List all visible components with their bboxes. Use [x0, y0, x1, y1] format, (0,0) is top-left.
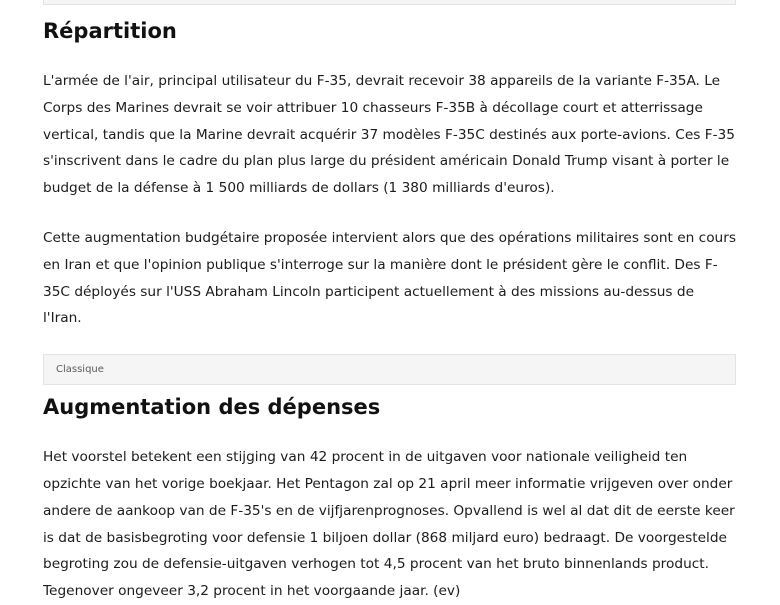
- article-body: [43, 0, 736, 605]
- category-label: Classique: [56, 364, 104, 376]
- paragraph-augmentation-1: Het voorstel betekent een stijging van 42 procent in de uitgaven voor nationale veiligheid ten opzichte van het vorige boekjaar. Het Pentagon zal op 21 april meer informatie vrijgeven over onder andere de aankoop van de F-35's en de vijfjarenprognoses. Opvallend is wel al dat dit de eerste keer is dat de basisbegroting voor defensie 1 biljoen dollar (868 miljard euro) bedraagt. De voorgestelde begroting zou de defensie-uitgaven verhogen tot 4,5 procent van het bruto binnenlands product. Tegenover ongeveer 3,2 procent in het voorgaande jaar. (ev): [43, 449, 735, 600]
- paragraph-repartition-2: Cette augmentation budgétaire proposée intervient alors que des opérations militaires sont en cours en Iran et que l'opinion publique s'interroge sur la manière dont le président gère le conflit. Des F-35C déployés sur l'USS Abraham Lincoln participent actuellement à des missions au-dessus de l'Iran.: [43, 229, 736, 327]
- category-label-box: [43, 354, 736, 385]
- top-box-edge: [43, 0, 736, 5]
- paragraph-repartition-1: L'armée de l'air, principal utilisateur du F-35, devrait recevoir 38 appareils de la variante F-35A. Le Corps des Marines devrait se voir attribuer 10 chasseurs F-35B à décollage court et atterrissage vertical, tandis que la Marine devrait acquérir 37 modèles F-35C destinés aux porte-avions. Ces F-35 s'inscrivent dans le cadre du plan plus large du président américain Donald Trump visant à porter le budget de la défense à 1 500 milliards de dollars (1 380 milliards d'euros).: [43, 73, 735, 197]
- section-heading-repartition: Répartition: [43, 19, 177, 43]
- section-heading-augmentation: Augmentation des dépenses: [43, 395, 381, 420]
